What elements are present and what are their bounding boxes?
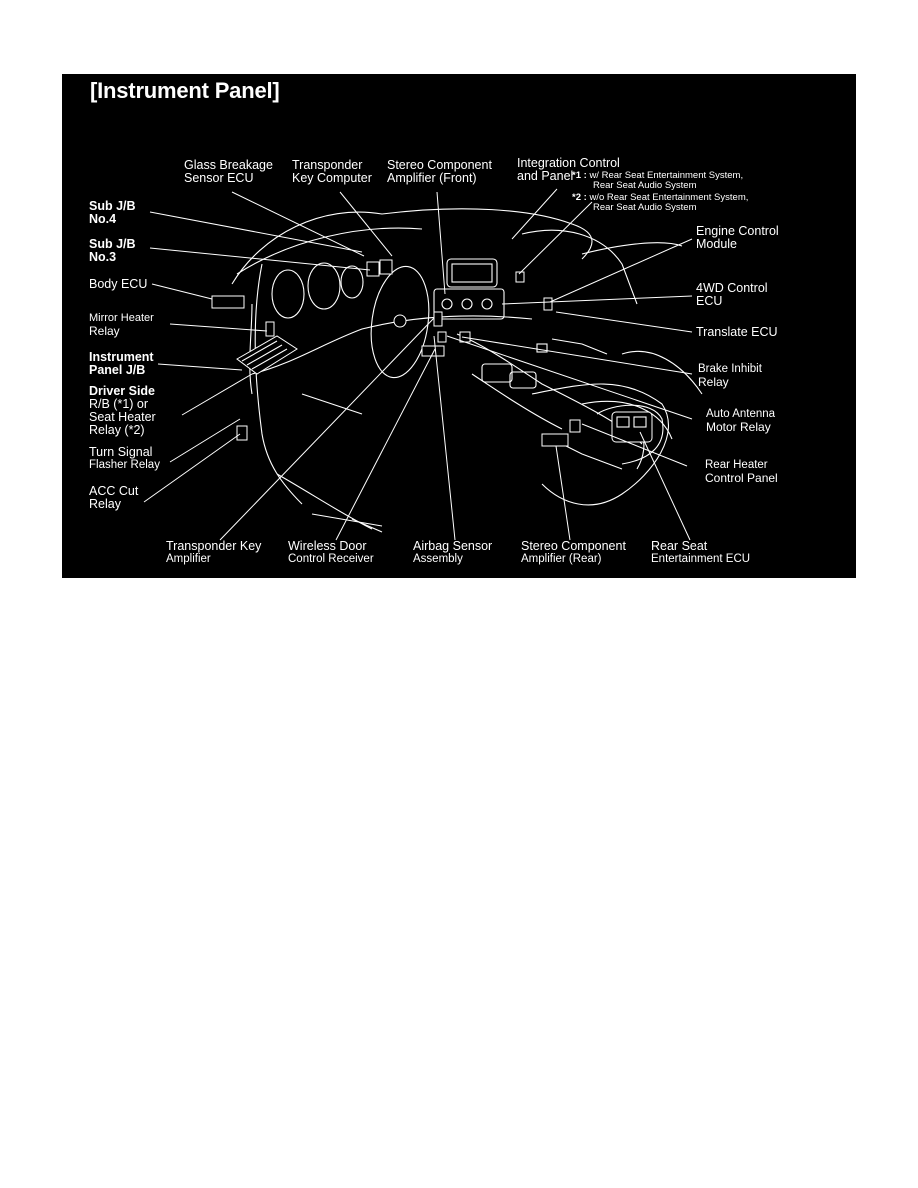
label-sub-jb-no4 <box>89 200 136 226</box>
label-line: Amplifier <box>166 553 211 565</box>
label-4wd-control-ecu <box>696 282 768 308</box>
label-sub-jb-no3 <box>89 238 136 264</box>
label-line: Auto Antenna <box>706 408 776 420</box>
label-line: Flasher Relay <box>89 459 160 471</box>
label-line: Motor Relay <box>706 420 771 434</box>
label-line: Key Computer <box>292 171 372 185</box>
label-line: Amplifier (Front) <box>387 171 477 185</box>
label-line: No.3 <box>89 250 117 264</box>
label-line: Mirror Heater <box>89 312 154 324</box>
label-line: Relay (*2) <box>89 423 145 437</box>
footnote-1-line2: Rear Seat Audio System <box>593 180 697 191</box>
label-line: Stereo Component <box>387 158 492 172</box>
label-line: Transponder Key <box>166 539 262 553</box>
label-line: and Panel <box>517 169 574 183</box>
label-line: Rear Seat <box>651 539 708 553</box>
label-line: Stereo Component <box>521 539 626 553</box>
label-line: Wireless Door <box>288 539 367 553</box>
label-line: Instrument <box>89 350 154 364</box>
label-line: Glass Breakage <box>184 158 273 172</box>
label-line: Relay <box>89 324 120 338</box>
label-line: ACC Cut <box>89 484 139 498</box>
label-turn-signal-flasher-relay <box>89 446 160 472</box>
label-transponder-key-amplifier <box>166 540 261 566</box>
label-line: Control Panel <box>705 471 778 485</box>
label-line: 4WD Control <box>696 281 768 295</box>
label-engine-control-module <box>696 225 779 251</box>
label-line: Integration Control <box>517 156 620 170</box>
instrument-panel-diagram <box>62 74 856 578</box>
label-integration-control-and-panel <box>517 157 620 183</box>
label-line: Seat Heater <box>89 410 156 424</box>
label-line: Control Receiver <box>288 553 374 565</box>
dashboard-outline <box>232 209 702 532</box>
page-title: [Instrument Panel] <box>90 78 280 103</box>
footnote-2-line2: Rear Seat Audio System <box>593 202 697 213</box>
footnote-2-line1: w/o Rear Seat Entertainment System, <box>589 192 749 203</box>
label-driver-side-rb <box>89 385 156 437</box>
label-line: Translate ECU <box>696 325 778 339</box>
label-rear-seat-entertainment-ecu <box>651 540 750 566</box>
components <box>212 260 580 446</box>
label-glass-breakage-sensor-ecu <box>184 159 273 185</box>
label-auto-antenna-motor-relay <box>706 408 775 434</box>
label-line: Airbag Sensor <box>413 539 493 553</box>
label-line: Assembly <box>413 553 463 565</box>
label-mirror-heater-relay <box>89 312 154 338</box>
label-line: Transponder <box>292 158 363 172</box>
label-line: Sub J/B <box>89 199 136 213</box>
footnote-2-mark: *2 : <box>572 192 587 203</box>
label-line: Sub J/B <box>89 237 136 251</box>
label-line: ECU <box>696 294 723 308</box>
label-acc-cut-relay <box>89 485 138 511</box>
label-line: No.4 <box>89 212 117 226</box>
label-line: Panel J/B <box>89 363 146 377</box>
label-instrument-panel-jb <box>89 351 154 377</box>
body-ecu-box <box>212 296 244 308</box>
label-line: Relay <box>89 497 121 511</box>
footnote-1-line1: w/ Rear Seat Entertainment System, <box>589 170 744 181</box>
label-stereo-component-amplifier-rear <box>521 540 626 566</box>
label-stereo-component-amplifier-front <box>387 159 492 185</box>
label-line: R/B (*1) or <box>89 397 149 411</box>
label-line: Engine Control <box>696 224 779 238</box>
label-line: Amplifier (Rear) <box>521 553 602 565</box>
label-line: Entertainment ECU <box>651 553 751 565</box>
label-line: Rear Heater <box>705 459 768 471</box>
label-line: Sensor ECU <box>184 171 254 185</box>
footnote-2 <box>572 193 748 213</box>
leader-lines <box>144 189 692 540</box>
label-line: Turn Signal <box>89 445 153 459</box>
label-line: Body ECU <box>89 277 148 291</box>
label-rear-heater-control-panel <box>705 459 778 485</box>
label-body-ecu <box>89 278 147 291</box>
label-brake-inhibit-relay <box>698 363 762 389</box>
footnote-1-mark: *1 : <box>572 170 587 181</box>
label-line: Module <box>696 237 737 251</box>
label-line: Driver Side <box>89 384 156 398</box>
label-transponder-key-computer <box>292 159 372 185</box>
label-translate-ecu <box>696 326 778 339</box>
label-line: Relay <box>698 375 729 389</box>
label-line: Brake Inhibit <box>698 363 762 375</box>
label-airbag-sensor-assembly <box>413 540 492 566</box>
label-wireless-door-control-receiver <box>288 540 374 566</box>
